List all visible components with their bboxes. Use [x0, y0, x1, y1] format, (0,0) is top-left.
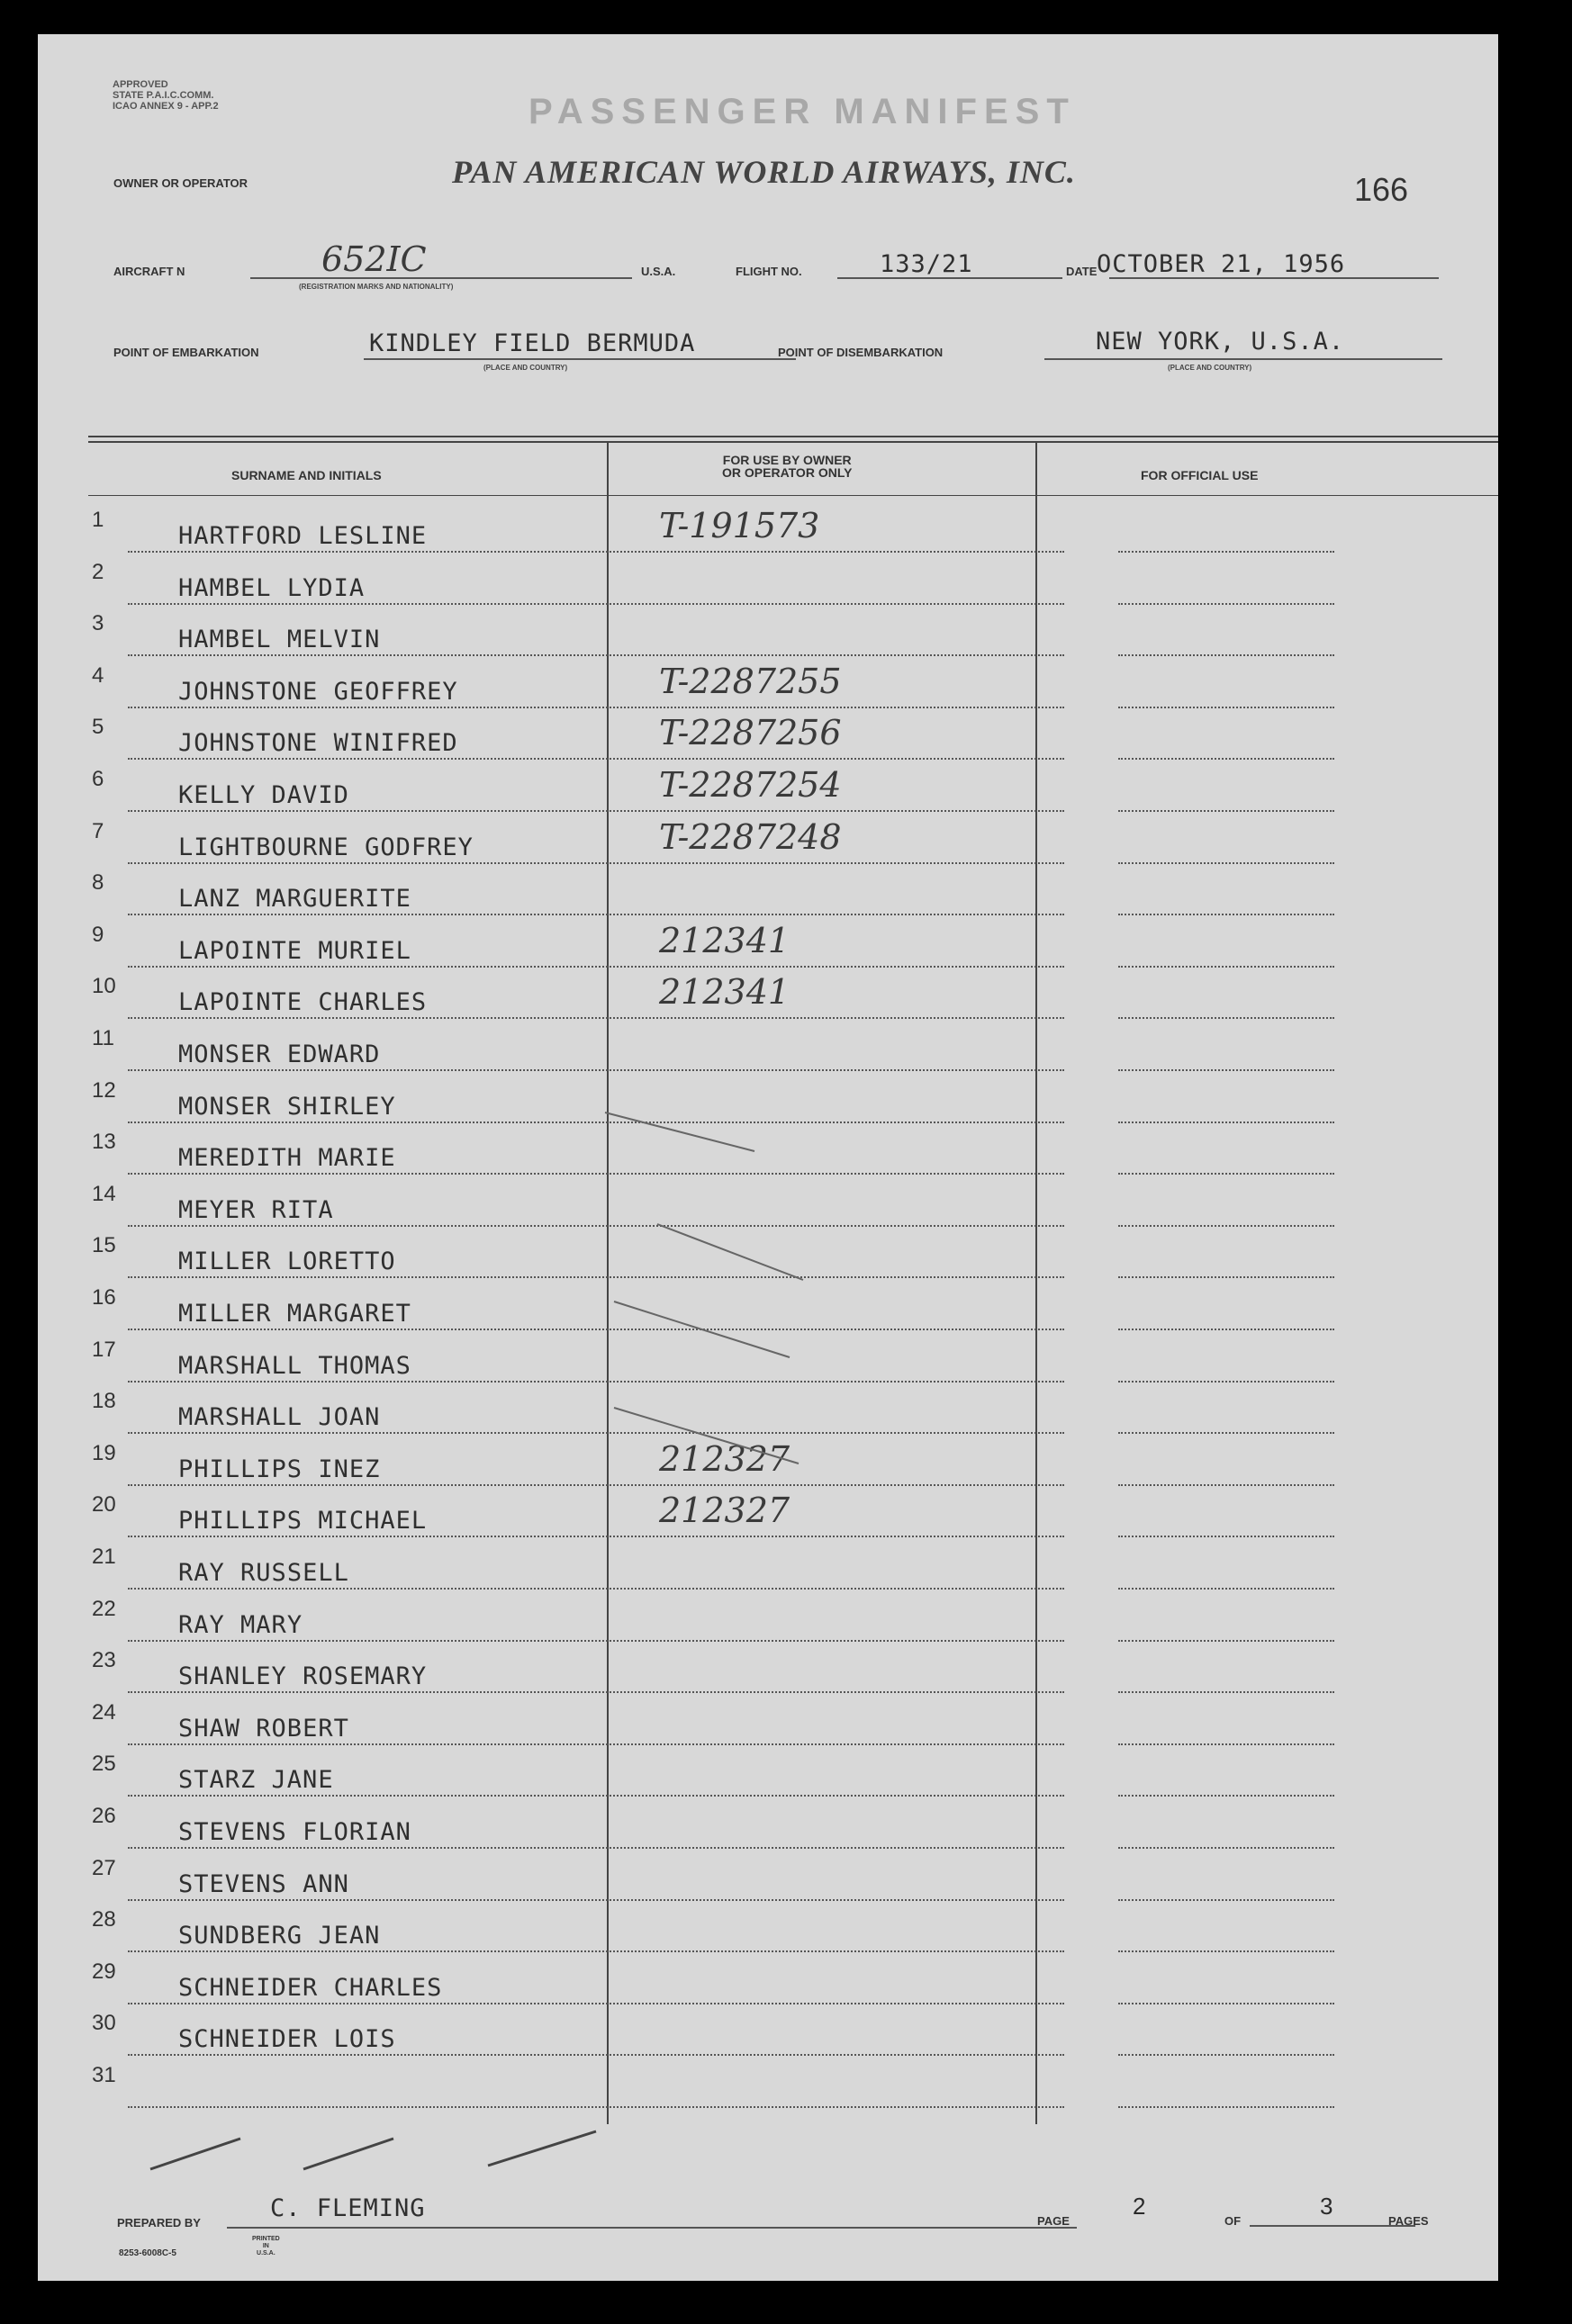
passenger-surname: JOHNSTONE [178, 677, 319, 706]
passenger-surname: MILLER [178, 1248, 272, 1276]
disembark-caption: (PLACE AND COUNTRY) [1168, 364, 1252, 372]
passenger-given-name: DAVID [271, 781, 349, 809]
ticket-number: 212341 [659, 920, 791, 960]
passenger-given-name: CHARLES [318, 988, 428, 1017]
passenger-surname: HAMBEL [178, 626, 272, 654]
ticket-number: 212341 [659, 972, 791, 1013]
passenger-given-name: GODFREY [365, 833, 474, 861]
row-number: 4 [92, 662, 104, 688]
passenger-given-name: GEOFFREY [333, 677, 458, 706]
passenger-surname: STEVENS [178, 1869, 287, 1898]
crossout-stroke [150, 2139, 240, 2169]
row-number: 19 [92, 1440, 116, 1465]
owner-label: OWNER OR OPERATOR [113, 176, 248, 190]
row-number: 27 [92, 1855, 116, 1880]
passenger-given-name: SHIRLEY [286, 1092, 396, 1121]
row-number: 6 [92, 767, 104, 791]
form-number: 8253-6008C-5 [119, 2248, 176, 2258]
passenger-surname: SUNDBERG [178, 1922, 303, 1950]
passenger-surname: MONSER [178, 1092, 272, 1121]
row-number: 25 [92, 1752, 116, 1777]
passenger-given-name: RUSSELL [240, 1559, 349, 1587]
row-number: 12 [92, 1077, 116, 1103]
crossout-stroke [614, 1408, 799, 1464]
passenger-surname: LAPOINTE [178, 988, 303, 1017]
row-number: 31 [92, 2063, 116, 2087]
passenger-surname: MARSHALL [178, 1403, 303, 1432]
document-title: PASSENGER MANIFEST [529, 92, 1076, 131]
row-number: 18 [92, 1389, 116, 1414]
approval-stamp: APPROVED STATE P.A.I.C.COMM. ICAO ANNEX 9 - APP.2 [113, 79, 219, 112]
ticket-number: 212327 [659, 1491, 791, 1531]
row-number: 2 [92, 559, 104, 584]
passenger-given-name: JANE [271, 1766, 334, 1795]
passenger-surname: MILLER [178, 1300, 272, 1328]
passenger-given-name: JOAN [318, 1403, 381, 1432]
passenger-given-name: WINIFRED [333, 729, 458, 758]
passenger-surname: SCHNEIDER [178, 1973, 319, 2002]
passenger-given-name: EDWARD [286, 1040, 381, 1068]
passenger-given-name: FLORIAN [303, 1818, 411, 1846]
row-number: 7 [92, 818, 104, 843]
page-number: 2 [1133, 2193, 1146, 2220]
passenger-surname: HAMBEL [178, 573, 272, 602]
row-number: 23 [92, 1648, 116, 1673]
row-number: 21 [92, 1545, 116, 1569]
row-number: 14 [92, 1181, 116, 1206]
passenger-given-name: MARGUERITE [256, 885, 411, 914]
passenger-given-name: CHARLES [333, 1973, 443, 2002]
row-number: 10 [92, 974, 116, 999]
passenger-surname: PHILLIPS [178, 1455, 303, 1483]
ticket-number: T-191573 [659, 506, 820, 545]
passenger-given-name: INEZ [318, 1455, 381, 1483]
disembark-point: NEW YORK, U.S.A. [1096, 328, 1345, 356]
passenger-given-name: ANN [303, 1869, 349, 1898]
row-number: 8 [92, 870, 104, 896]
ticket-number: T-2287254 [659, 765, 842, 805]
passenger-surname: SHAW [178, 1714, 241, 1743]
aircraft-caption: (REGISTRATION MARKS AND NATIONALITY) [299, 283, 454, 291]
aircraft-label: AIRCRAFT N [113, 265, 185, 278]
passenger-surname: LANZ [178, 885, 241, 914]
passenger-surname: KELLY [178, 781, 257, 809]
crossout-stroke [657, 1224, 803, 1280]
passenger-surname: MONSER [178, 1040, 272, 1068]
passenger-surname: STEVENS [178, 1818, 287, 1846]
row-number: 28 [92, 1907, 116, 1932]
embark-point: KINDLEY FIELD BERMUDA [369, 329, 696, 357]
passenger-surname: MEYER [178, 1195, 257, 1224]
passenger-surname: RAY [178, 1559, 225, 1587]
total-pages: 3 [1320, 2193, 1333, 2220]
passenger-surname: STARZ [178, 1766, 257, 1795]
passenger-surname: SHANLEY [178, 1662, 287, 1691]
prepared-label: PREPARED BY [117, 2216, 201, 2229]
passenger-surname: JOHNSTONE [178, 729, 319, 758]
embark-caption: (PLACE AND COUNTRY) [483, 364, 568, 372]
airline-name: PAN AMERICAN WORLD AIRWAYS, INC. [452, 154, 1076, 190]
flight-date: OCTOBER 21, 1956 [1097, 250, 1346, 278]
passenger-given-name: ROSEMARY [303, 1662, 428, 1691]
prepared-underline [227, 2227, 1077, 2229]
crossout-stroke [614, 1302, 790, 1357]
ticket-number: T-2287248 [659, 816, 842, 857]
passenger-given-name: LESLINE [318, 522, 428, 550]
passenger-given-name: MURIEL [318, 936, 411, 965]
passenger-given-name: MARGARET [286, 1300, 411, 1328]
passenger-given-name: MELVIN [286, 626, 381, 654]
usa-label: U.S.A. [641, 265, 676, 278]
passenger-surname: HARTFORD [178, 522, 303, 550]
disembark-label: POINT OF DISEMBARKATION [778, 346, 944, 359]
header-owner-use: FOR USE BY OWNER OR OPERATOR ONLY [722, 453, 853, 480]
row-number: 9 [92, 922, 104, 947]
passenger-given-name: MARIE [318, 1144, 396, 1173]
row-number: 16 [92, 1285, 116, 1310]
row-number: 30 [92, 2011, 116, 2036]
passenger-surname: RAY [178, 1610, 225, 1639]
passenger-surname: SCHNEIDER [178, 2025, 319, 2054]
passenger-given-name: MICHAEL [318, 1507, 428, 1536]
passenger-given-name: MARY [240, 1610, 303, 1639]
ticket-number: T-2287256 [659, 713, 842, 753]
passenger-given-name: THOMAS [318, 1351, 411, 1380]
row-number: 20 [92, 1492, 116, 1518]
passenger-surname: PHILLIPS [178, 1507, 303, 1536]
row-number: 26 [92, 1804, 116, 1828]
date-label: DATE [1066, 265, 1098, 278]
flight-number: 133/21 [880, 250, 973, 278]
prepared-by: C. FLEMING [270, 2194, 426, 2222]
passenger-surname: LAPOINTE [178, 936, 303, 965]
crossout-stroke [605, 1112, 754, 1151]
crossout-stroke [303, 2139, 393, 2169]
passenger-given-name: LOIS [333, 2025, 396, 2054]
row-number: 3 [92, 611, 104, 636]
passenger-given-name: RITA [271, 1195, 334, 1224]
crossout-marks [38, 34, 1498, 2281]
passenger-given-name: LORETTO [286, 1248, 396, 1276]
printed-usa-mark: PRINTED IN U.S.A. [252, 2236, 280, 2256]
manifest-page [38, 34, 1498, 2281]
flight-label: FLIGHT NO. [736, 265, 802, 278]
passenger-surname: MEREDITH [178, 1144, 303, 1173]
row-number: 13 [92, 1130, 116, 1155]
ticket-number: 212327 [659, 1438, 791, 1479]
passenger-given-name: LYDIA [286, 573, 366, 602]
row-number: 24 [92, 1699, 116, 1725]
header-official-use: FOR OFFICIAL USE [1141, 468, 1259, 482]
page-reference-number: 166 [1354, 171, 1409, 208]
crossout-stroke [488, 2131, 596, 2166]
row-number: 11 [92, 1026, 114, 1050]
ticket-number: T-2287255 [659, 661, 842, 701]
row-number: 22 [92, 1596, 116, 1621]
pages-label: PAGES [1388, 2214, 1429, 2228]
embark-label: POINT OF EMBARKATION [113, 346, 259, 359]
row-number: 17 [92, 1337, 116, 1362]
of-label: OF [1224, 2214, 1242, 2228]
passenger-surname: MARSHALL [178, 1351, 303, 1380]
row-number: 29 [92, 1959, 116, 1984]
passenger-surname: LIGHTBOURNE [178, 833, 349, 861]
header-surname: SURNAME AND INITIALS [231, 468, 382, 482]
passenger-given-name: ROBERT [256, 1714, 349, 1743]
page-label: PAGE [1037, 2214, 1070, 2228]
aircraft-registration: 652IC [321, 239, 427, 279]
passenger-given-name: JEAN [318, 1922, 381, 1950]
row-number: 5 [92, 715, 104, 740]
row-number: 15 [92, 1233, 116, 1258]
row-number: 1 [92, 508, 104, 532]
